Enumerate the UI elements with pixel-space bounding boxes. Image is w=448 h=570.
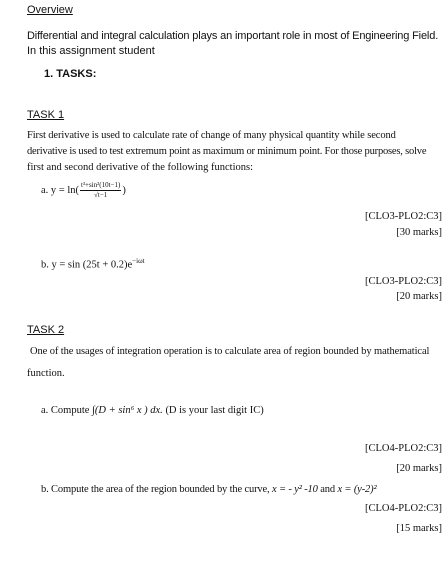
task1-heading: TASK 1 <box>27 109 65 121</box>
overview-line-2: In this assignment student <box>27 45 155 57</box>
task2-a-clo: [CLO4-PLO2:C3] <box>365 443 442 454</box>
task1-a-suffix: ) <box>122 184 126 196</box>
task2-heading: TASK 2 <box>27 324 65 336</box>
task1-b-exponent: −iωt <box>132 257 145 265</box>
overview-heading: Overview <box>27 4 73 16</box>
task1-a-clo: [CLO3-PLO2:C3] <box>365 211 442 222</box>
task1-a-fraction <box>80 182 121 199</box>
task2-a-integral: ∫(D + sin⁶ x ) dx. <box>92 405 163 416</box>
task2-paragraph-line-1: One of the usages of integration operation is to calculate area of region bounded by mathematical <box>30 346 430 357</box>
task2-item-b <box>41 484 376 495</box>
task1-b-clo: [CLO3-PLO2:C3] <box>365 276 442 287</box>
task2-b-and: and <box>320 484 335 495</box>
task1-paragraph-line-1: First derivative is used to calculate rate of change of many physical quantity while second <box>27 130 396 141</box>
task1-paragraph-line-2: derivative is used to test extremum point as maximum or minimum point. For those purposes, solve <box>27 146 427 157</box>
task2-a-prefix: a. Compute <box>41 405 90 416</box>
task2-paragraph-line-2: function. <box>27 368 65 379</box>
task1-a-marks: [30 marks] <box>396 227 442 238</box>
task2-b-text: b. Compute the area of the region bounded by the curve, <box>41 484 270 495</box>
task1-b-prefix: b. y = sin (25t + 0.2)e <box>41 259 133 271</box>
task1-item-b <box>41 257 145 271</box>
task2-b-marks: [15 marks] <box>396 523 442 534</box>
task1-a-numerator: t³+sin²(10t−1) <box>81 181 121 189</box>
task2-b-curve-2: x = (y-2)² <box>337 484 377 495</box>
task1-a-denominator: √t−1 <box>94 191 108 199</box>
task2-a-note: (D is your last digit IC) <box>165 405 264 416</box>
task1-a-prefix: a. y = ln( <box>41 184 79 196</box>
task2-b-clo: [CLO4-PLO2:C3] <box>365 503 442 514</box>
overview-line-1: Differential and integral calculation plays an important role in most of Engineering Field. <box>27 30 439 42</box>
task1-b-marks: [20 marks] <box>396 291 442 302</box>
task2-b-curve-1: x = - y² -10 <box>272 484 318 495</box>
task1-paragraph-line-3: first and second derivative of the following functions: <box>27 162 253 173</box>
task2-a-marks: [20 marks] <box>396 463 442 474</box>
tasks-heading: 1. TASKS: <box>44 68 97 80</box>
task2-item-a <box>41 405 264 416</box>
task1-item-a <box>41 182 126 199</box>
